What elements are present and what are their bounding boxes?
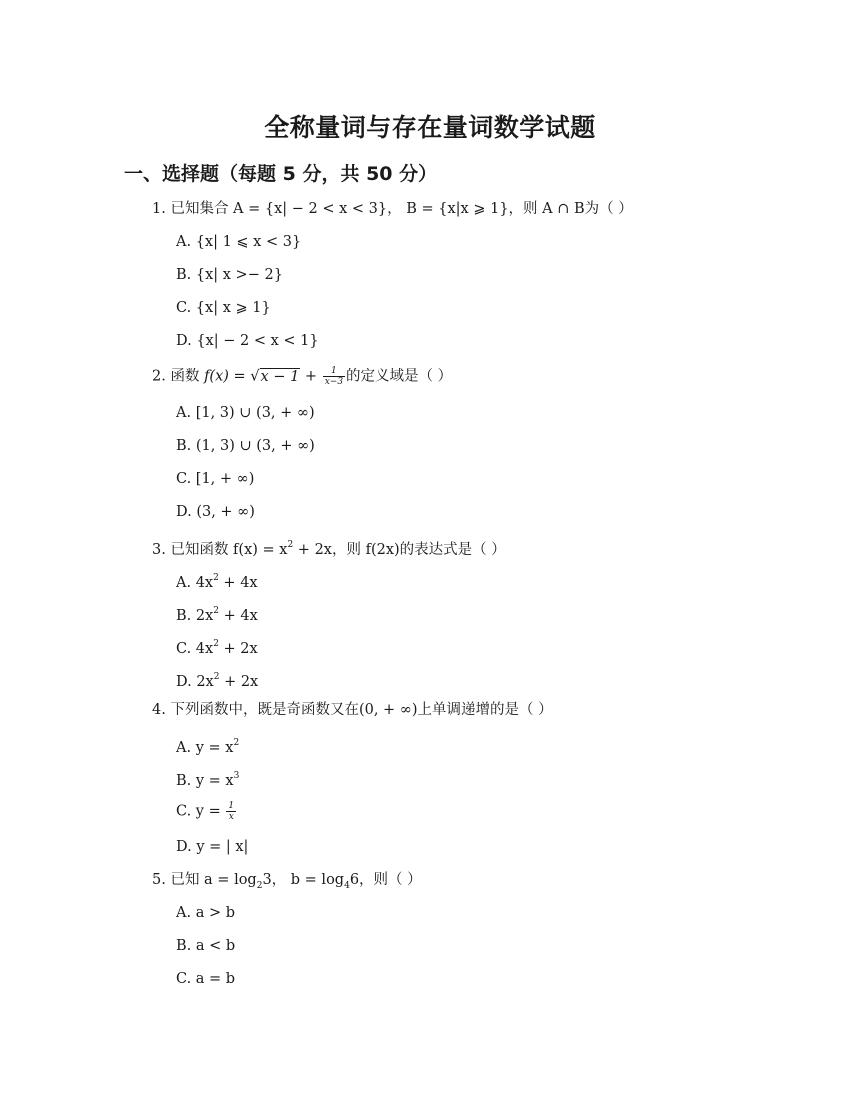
option-text: + 4x <box>219 608 258 624</box>
question-3-stem <box>152 535 506 560</box>
option-text: B. 2x <box>176 608 214 624</box>
option-exponent: 2 <box>213 672 220 682</box>
question-3-option-d <box>176 667 258 692</box>
q2-frac-numerator: 1 <box>323 366 345 377</box>
option-fraction <box>226 801 236 822</box>
question-2-option-c: C. [1, + ∞) <box>176 471 255 487</box>
option-text: + 2x <box>218 641 258 657</box>
question-5-option-b: B. a < b <box>176 938 236 954</box>
question-3-option-b <box>176 601 258 626</box>
sqrt-symbol: √ <box>250 368 260 385</box>
option-text: C. 4x <box>176 641 214 657</box>
page-title: 全称量词与存在量词数学试题 <box>264 113 596 142</box>
question-2-option-b: B. (1, 3) ∪ (3, + ∞) <box>176 438 315 454</box>
question-4-option-b <box>176 766 239 791</box>
q5-log-base-2: 4 <box>344 881 350 891</box>
option-text: A. 4x <box>176 575 214 591</box>
question-2-option-a: A. [1, 3) ∪ (3, + ∞) <box>176 405 315 421</box>
q2-plus: + <box>300 368 322 385</box>
q2-prefix: 2. 函数 <box>152 368 205 385</box>
q2-suffix: 的定义域是（ ） <box>346 368 453 385</box>
option-text: A. y = x <box>176 740 234 756</box>
question-2-option-d: D. (3, + ∞) <box>176 504 255 520</box>
question-4-option-a <box>176 733 239 758</box>
q3-suffix: + 2x，则 f(2x)的表达式是（ ） <box>293 542 506 558</box>
frac-numerator: 1 <box>228 801 235 811</box>
question-1-option-d: D. {x| − 2 < x < 1} <box>176 333 319 349</box>
question-4-option-d: D. y = | x| <box>176 839 249 855</box>
option-exponent: 2 <box>213 606 220 616</box>
q3-exponent: 2 <box>287 540 294 550</box>
option-text: + 2x <box>219 674 259 690</box>
option-text: D. 2x <box>176 674 214 690</box>
q2-function: f(x) = <box>204 368 251 385</box>
q5-log-base-1: 2 <box>256 881 263 891</box>
frac-denominator: x <box>228 812 234 822</box>
q5-mid: 3， b = log <box>262 872 345 888</box>
section-heading: 一、选择题（每题 5 分，共 50 分） <box>124 163 438 185</box>
option-exponent: 2 <box>213 573 219 583</box>
question-3-option-a <box>176 568 258 593</box>
question-2-stem <box>152 366 452 387</box>
question-1-option-a: A. {x| 1 ⩽ x < 3} <box>176 234 302 250</box>
option-exponent: 2 <box>233 738 240 748</box>
option-text: + 4x <box>218 575 258 591</box>
question-5-option-a: A. a > b <box>176 905 235 921</box>
q5-suffix: 6，则（ ） <box>349 872 422 888</box>
question-3-option-c <box>176 634 258 659</box>
question-4-stem: 4. 下列函数中，既是奇函数又在(0, + ∞)上单调递增的是（ ） <box>152 702 553 718</box>
question-4-option-c <box>176 801 237 822</box>
option-exponent: 2 <box>213 639 219 649</box>
q2-radicand: x − 1 <box>260 368 300 385</box>
question-1-option-c: C. {x| x ⩾ 1} <box>176 300 271 316</box>
question-5-option-c: C. a = b <box>176 971 236 987</box>
question-1-stem: 1. 已知集合 A = {x| − 2 < x < 3}， B = {x|x ⩾ 1}，则 A ∩ B为（ ） <box>152 201 633 217</box>
q3-prefix: 3. 已知函数 f(x) = x <box>152 542 288 558</box>
q5-prefix: 5. 已知 a = log <box>152 872 257 888</box>
question-1-option-b: B. {x| x >− 2} <box>176 267 283 283</box>
q2-frac-denominator: x−3 <box>324 377 344 387</box>
option-text: C. y = <box>176 803 226 820</box>
option-exponent: 3 <box>233 771 240 781</box>
q2-fraction <box>323 366 345 387</box>
option-text: B. y = x <box>176 773 234 789</box>
question-5-stem <box>152 870 422 896</box>
